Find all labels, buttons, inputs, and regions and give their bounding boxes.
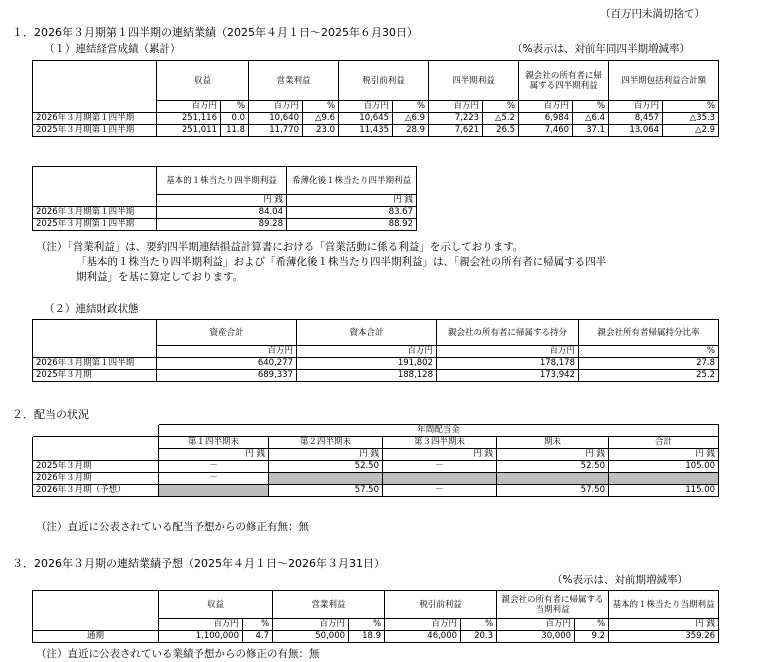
table-cell: － (159, 473, 269, 485)
operating-results-subtitle: （１）連結経営成績（累計） (44, 43, 181, 55)
table-cell: 57.50 (497, 485, 609, 497)
table-cell: 83.67 (287, 207, 417, 219)
operating-results-table (32, 60, 719, 137)
shaded-cell (383, 473, 497, 485)
table-cell: 7,460 (519, 125, 573, 137)
header-quarterly-profit: 四半期利益 (429, 61, 519, 101)
table-cell: 251,011 (157, 125, 221, 137)
unit-note: （百万円未満切捨て） (600, 8, 705, 20)
table-row (33, 631, 719, 643)
table-cell: 11,770 (249, 125, 303, 137)
table-cell: 11,435 (339, 125, 393, 137)
table-cell: 52.50 (497, 461, 609, 473)
table-cell: △9.6 (303, 113, 339, 125)
forecast-table (32, 590, 719, 643)
table-cell: 105.00 (609, 461, 719, 473)
table-cell: 178,178 (437, 358, 579, 370)
financial-position-subtitle: （２）連結財政状態 (44, 303, 139, 315)
header-comprehensive-income: 四半期包括利益合計額 (609, 61, 719, 101)
table-row (33, 207, 417, 219)
unit-cell: 百万円 (249, 101, 303, 113)
table-cell: 8,457 (609, 113, 663, 125)
table-cell: 20.3 (461, 631, 497, 643)
row-label: 2026年３月期第１四半期 (33, 358, 157, 370)
unit-cell: 百万円 (157, 101, 221, 113)
unit-cell: 百万円 (297, 346, 437, 358)
table-cell: △6.4 (573, 113, 609, 125)
unit-cell: 百万円 (273, 619, 349, 631)
header-q3-end: 第３四半期末 (383, 437, 497, 449)
shaded-cell (269, 473, 383, 485)
shaded-cell (497, 473, 609, 485)
table-row (33, 485, 719, 497)
note-eps-line1: 「基本的１株当たり四半期利益」および「希薄化後１株当たり四半期利益」は、「親会社の所有者に帰属する四半 (76, 256, 607, 268)
row-label: 2026年３月期 (33, 473, 159, 485)
table-cell: 1,100,000 (159, 631, 243, 643)
header-diluted-eps: 希薄化後１株当たり四半期利益 (287, 167, 417, 195)
header-q2-end: 第２四半期末 (269, 437, 383, 449)
dividend-note: （注）直近に公表されている配当予想からの修正有無：無 (36, 521, 309, 533)
unit-cell: % (573, 101, 609, 113)
table-cell: 7,223 (429, 113, 483, 125)
table-cell: － (383, 461, 497, 473)
table-cell: 191,802 (297, 358, 437, 370)
table-cell: 251,116 (157, 113, 221, 125)
eps-table (32, 166, 417, 231)
dividends-table (32, 424, 719, 497)
table-cell: 52.50 (269, 461, 383, 473)
row-label: 通期 (33, 631, 159, 643)
pct-note-3: （%表示は、対前期増減率） (552, 574, 688, 586)
header-owners-profit-forecast: 親会社の所有者に帰属する当期利益 (497, 591, 609, 619)
table-cell: 28.9 (393, 125, 429, 137)
unit-cell: 円 銭 (383, 449, 497, 461)
unit-cell: 百万円 (157, 346, 297, 358)
row-label: 2025年３月期第１四半期 (33, 219, 157, 231)
header-total-assets: 資産合計 (157, 320, 297, 346)
table-cell: 84.04 (157, 207, 287, 219)
table-cell: △6.9 (393, 113, 429, 125)
table-row (33, 358, 719, 370)
unit-cell: 百万円 (609, 101, 663, 113)
table-cell: 46,000 (385, 631, 461, 643)
header-owners-equity: 親会社の所有者に帰属する持分 (437, 320, 579, 346)
unit-cell: 円 銭 (609, 449, 719, 461)
section3-title: ３．2026年３月期の連結業績予想（2025年４月１日～2026年３月31日） (12, 557, 385, 570)
table-cell: 173,942 (437, 370, 579, 382)
unit-cell: 百万円 (497, 619, 575, 631)
table-cell: 50,000 (273, 631, 349, 643)
table-row (33, 461, 719, 473)
table-cell: 689,337 (157, 370, 297, 382)
table-cell: 10,640 (249, 113, 303, 125)
table-row (33, 219, 417, 231)
unit-cell: % (579, 346, 719, 358)
header-pretax-profit-forecast: 税引前利益 (385, 591, 497, 619)
table-row (33, 370, 719, 382)
table-cell: － (159, 461, 269, 473)
table-cell: △5.2 (483, 113, 519, 125)
table-cell: 9.2 (575, 631, 609, 643)
table-cell: 7,621 (429, 125, 483, 137)
table-cell: 13,064 (609, 125, 663, 137)
table-cell: 4.7 (243, 631, 273, 643)
header-operating-profit-forecast: 営業利益 (273, 591, 385, 619)
row-label: 2025年３月期 (33, 370, 157, 382)
table-cell: － (383, 485, 497, 497)
unit-cell: 円 銭 (497, 449, 609, 461)
table-row (33, 473, 719, 485)
table-cell: 89.28 (157, 219, 287, 231)
unit-cell: % (575, 619, 609, 631)
section1-title: １．2026年３月期第１四半期の連結業績（2025年４月１日～2025年６月30日） (12, 26, 418, 39)
header-q1-end: 第１四半期末 (159, 437, 269, 449)
unit-cell: 円 銭 (269, 449, 383, 461)
table-cell: 11.8 (221, 125, 249, 137)
unit-cell: 円 銭 (157, 195, 287, 207)
table-cell: 27.8 (579, 358, 719, 370)
table-cell: 18.9 (349, 631, 385, 643)
unit-cell: % (303, 101, 339, 113)
row-label: 2026年３月期第１四半期 (33, 207, 157, 219)
header-pretax-profit: 税引前利益 (339, 61, 429, 101)
header-revenue-forecast: 収益 (159, 591, 273, 619)
row-label: 2025年３月期第１四半期 (33, 125, 157, 137)
unit-cell: % (243, 619, 273, 631)
corner-cell (33, 61, 157, 101)
note-operating-profit: （注）「営業利益」は、要約四半期連結損益計算書における「営業活動に係る利益」を示しております。 (36, 241, 524, 253)
table-cell: 26.5 (483, 125, 519, 137)
row-label: 2026年３月期（予想） (33, 485, 159, 497)
unit-cell: 百万円 (385, 619, 461, 631)
table-cell: 37.1 (573, 125, 609, 137)
header-basic-eps-forecast: 基本的１株当たり当期利益 (609, 591, 719, 619)
table-cell: 0.0 (221, 113, 249, 125)
table-cell: 115.00 (609, 485, 719, 497)
table-cell: 640,277 (157, 358, 297, 370)
unit-cell: % (349, 619, 385, 631)
annual-dividend-header: 年間配当金 (159, 425, 719, 437)
financial-position-table (32, 319, 719, 382)
forecast-note: （注）直近に公表されている業績予想からの修正の有無：無 (36, 648, 320, 660)
unit-cell: 百万円 (519, 101, 573, 113)
unit-cell: 円 銭 (609, 619, 719, 631)
header-operating-profit: 営業利益 (249, 61, 339, 101)
unit-cell: % (663, 101, 719, 113)
unit-cell: % (393, 101, 429, 113)
unit-cell: 百万円 (159, 619, 243, 631)
unit-cell: 円 銭 (159, 449, 269, 461)
table-cell: △35.3 (663, 113, 719, 125)
table-cell: 6,984 (519, 113, 573, 125)
section2-title: ２．配当の状況 (12, 408, 89, 421)
table-cell: 57.50 (269, 485, 383, 497)
table-cell: 359.26 (609, 631, 719, 643)
table-cell: 88.92 (287, 219, 417, 231)
header-total: 合計 (609, 437, 719, 449)
shaded-cell (159, 485, 269, 497)
header-revenue: 収益 (157, 61, 249, 101)
table-cell: 30,000 (497, 631, 575, 643)
row-label: 2026年３月期第１四半期 (33, 113, 157, 125)
table-cell: 188,128 (297, 370, 437, 382)
table-cell: △2.9 (663, 125, 719, 137)
shaded-cell (609, 473, 719, 485)
pct-note-1: （%表示は、対前年同四半期増減率） (512, 43, 690, 55)
unit-cell: 百万円 (437, 346, 579, 358)
table-row (33, 125, 719, 137)
unit-cell: 百万円 (429, 101, 483, 113)
header-equity-ratio: 親会社所有者帰属持分比率 (579, 320, 719, 346)
unit-cell: % (461, 619, 497, 631)
unit-cell: 円 銭 (287, 195, 417, 207)
unit-cell: % (221, 101, 249, 113)
unit-cell: % (483, 101, 519, 113)
table-cell: 23.0 (303, 125, 339, 137)
header-year-end: 期末 (497, 437, 609, 449)
row-label: 2025年３月期 (33, 461, 159, 473)
unit-cell: 百万円 (339, 101, 393, 113)
header-total-equity: 資本合計 (297, 320, 437, 346)
header-owners-profit: 親会社の所有者に帰属する四半期利益 (519, 61, 609, 101)
table-cell: 25.2 (579, 370, 719, 382)
table-row (33, 113, 719, 125)
header-basic-eps: 基本的１株当たり四半期利益 (157, 167, 287, 195)
note-eps-line2: 期利益」を基に算定しております。 (76, 271, 244, 283)
table-cell: 10,645 (339, 113, 393, 125)
